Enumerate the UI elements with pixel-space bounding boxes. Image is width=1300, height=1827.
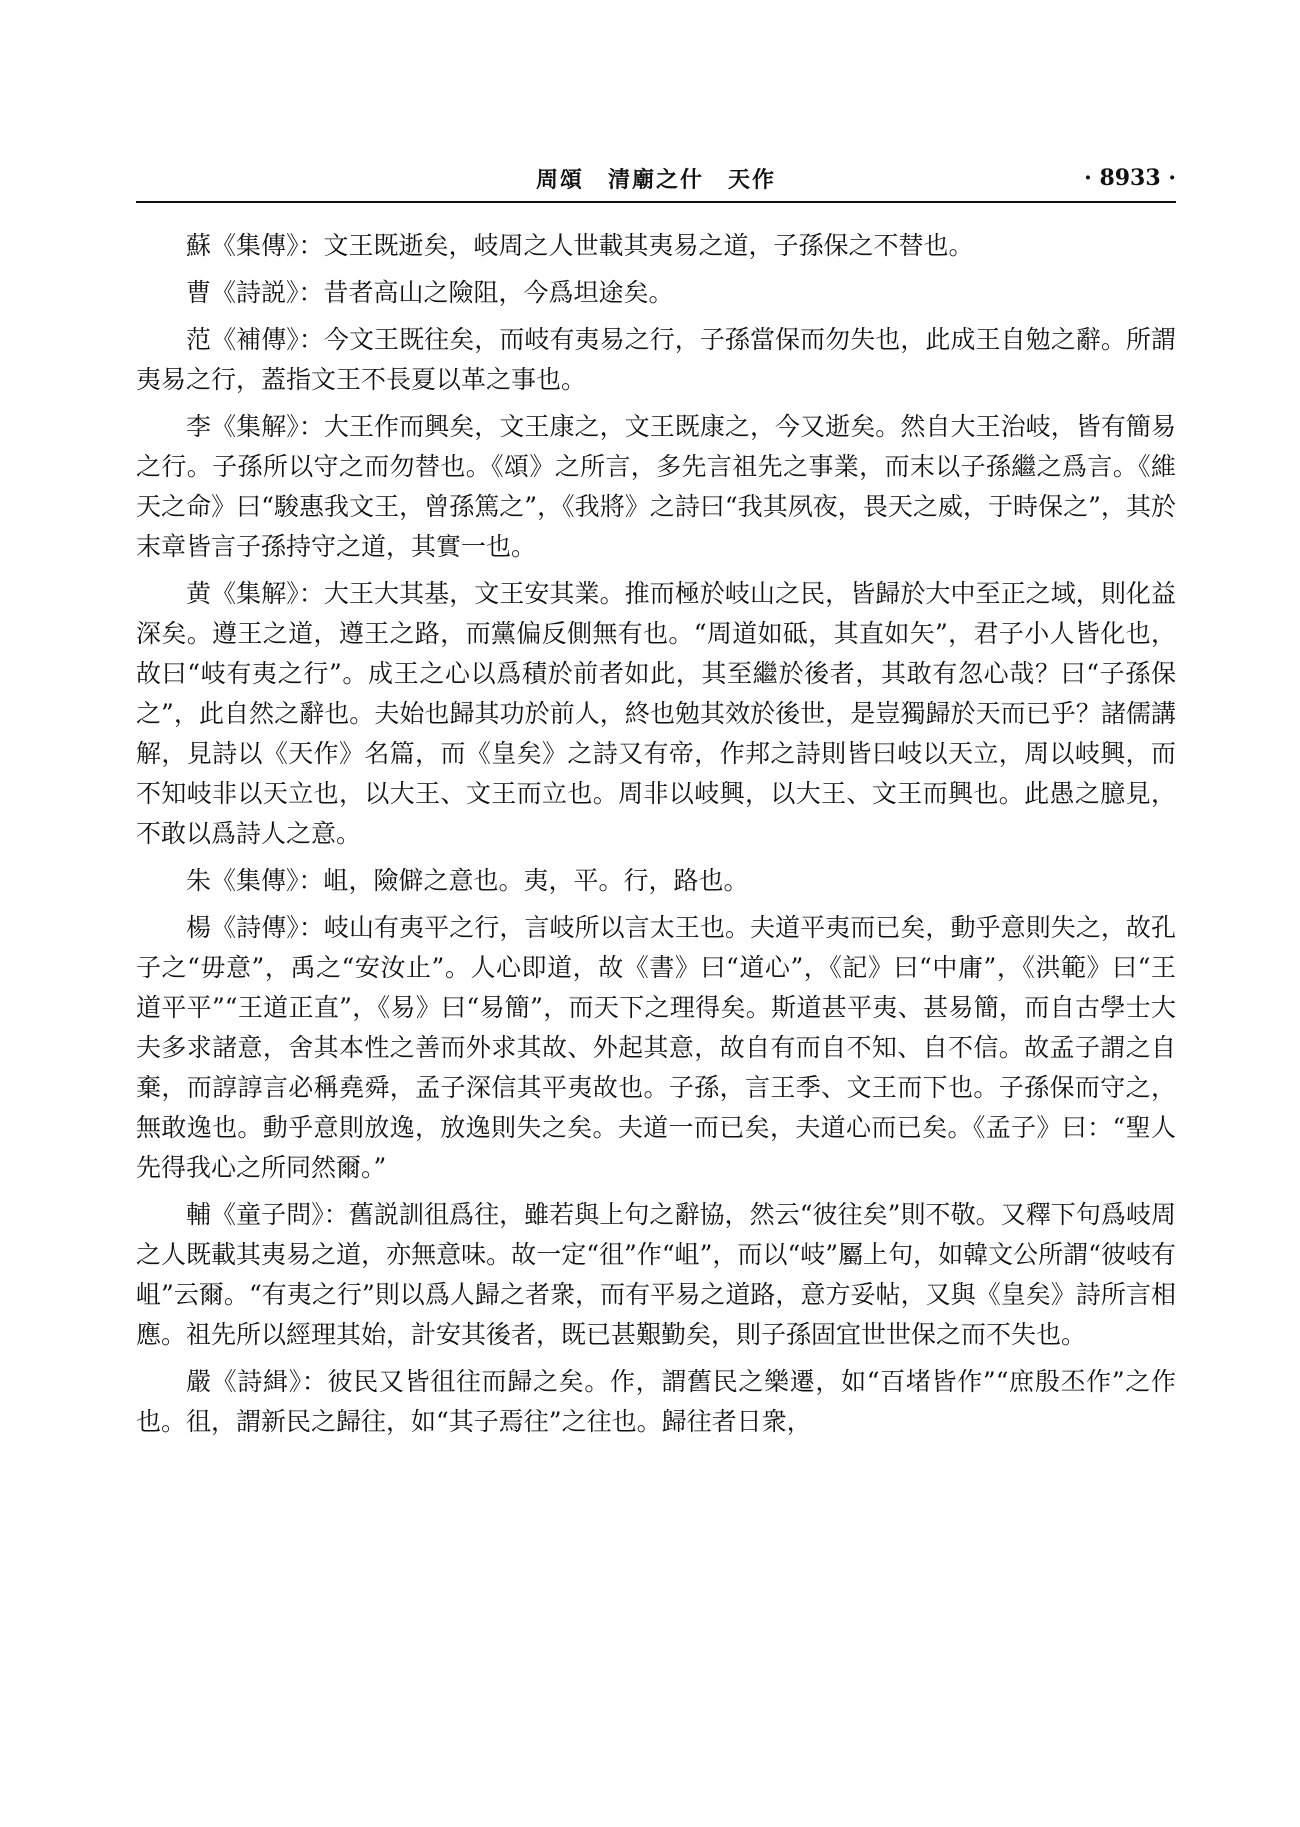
running-header [136,157,1176,197]
header-rule [136,201,1176,203]
paragraph-fan-buzhuan: 范《補傳》：今文王既往矣，而岐有夷易之行，子孫當保而勿失也，此成王自勉之辭。所謂夷易之行，蓋指文王不長夏以革之事也。 [136,325,1176,394]
paragraph-su-jizhuan: 蘇《集傳》：文王既逝矣，岐周之人世載其夷易之道，子孫保之不替也。 [186,231,974,260]
header-title: 周頌 清廟之什 天作 [535,167,776,193]
paragraph-cao-shishuo: 曹《詩説》：昔者高山之險阻，今爲坦途矣。 [186,278,674,307]
paragraph-huang-jijie: 黄《集解》：大王大其基，文王安其業。推而極於岐山之民，皆歸於大中至正之域，則化益深矣。遵王之道，遵王之路，而黨偏反側無有也。“周道如砥，其直如矢”，君子小人皆化也，故曰“岐有夷之行”。成王之心以爲積於前者如此，其至繼於後者，其敢有忽心哉？曰“子孫保之”，此自然之辭也。夫始也歸其功於前人，終也勉其效於後世，是豈獨歸於天而已乎？諸儒講解，見詩以《天作》名篇，而《皇矣》之詩又有帝，作邦之詩則皆曰岐以天立，周以岐興，而不知岐非以天立也，以大王、文王而立也。周非以岐興，以大王、文王而興也。此愚之臆見，不敢以爲詩人之意。 [136,579,1176,848]
paragraph-yan-shiji: 嚴《詩緝》：彼民又皆徂往而歸之矣。作，謂舊民之樂遷，如“百堵皆作”“庶殷丕作”之作也。徂，謂新民之歸往，如“其子焉往”之往也。歸往者日衆， [136,1367,1176,1436]
page-number: · 8933 · [1084,165,1176,191]
paragraph-yang-shizhuan: 楊《詩傳》：岐山有夷平之行，言岐所以言太王也。夫道平夷而已矣，動乎意則失之，故孔子之“毋意”，禹之“安汝止”。人心即道，故《書》曰“道心”，《記》曰“中庸”，《洪範》曰“王道平平”“王道正直”，《易》曰“易簡”，而天下之理得矣。斯道甚平夷、甚易簡，而自古學士大夫多求諸意，舍其本性之善而外求其故、外起其意，故自有而自不知、自不信。故孟子謂之自棄，而諄諄言必稱堯舜，孟子深信其平夷故也。子孫，言王季、文王而下也。子孫保而守之，無敢逸也。動乎意則放逸，放逸則失之矣。夫道一而已矣，夫道心而已矣。《孟子》曰：“聖人先得我心之所同然爾。” [136,913,1176,1182]
paragraph-li-jijie: 李《集解》：大王作而興矣，文王康之，文王既康之，今又逝矣。然自大王治岐，皆有簡易之行。子孫所以守之而勿替也。《頌》之所言，多先言祖先之事業，而末以子孫繼之爲言。《維天之命》曰“駿惠我文王，曾孫篤之”，《我將》之詩曰“我其夙夜，畏天之威，于時保之”，其於末章皆言子孫持守之道，其實一也。 [136,412,1176,561]
paragraph-fu-tongziwen: 輔《童子問》：舊説訓徂爲往，雖若與上句之辭協，然云“彼往矣”則不敬。又釋下句爲岐周之人既載其夷易之道，亦無意味。故一定“徂”作“岨”，而以“岐”屬上句，如韓文公所謂“彼岐有岨”云爾。“有夷之行”則以爲人歸之者衆，而有平易之道路，意方妥帖，又與《皇矣》詩所言相應。祖先所以經理其始，計安其後者，既已甚艱勤矣，則子孫固宜世世保之而不失也。 [136,1200,1176,1349]
paragraph-zhu-jizhuan: 朱《集傳》：岨，險僻之意也。夷，平。行，路也。 [186,866,749,895]
body-text [136,226,1176,1449]
